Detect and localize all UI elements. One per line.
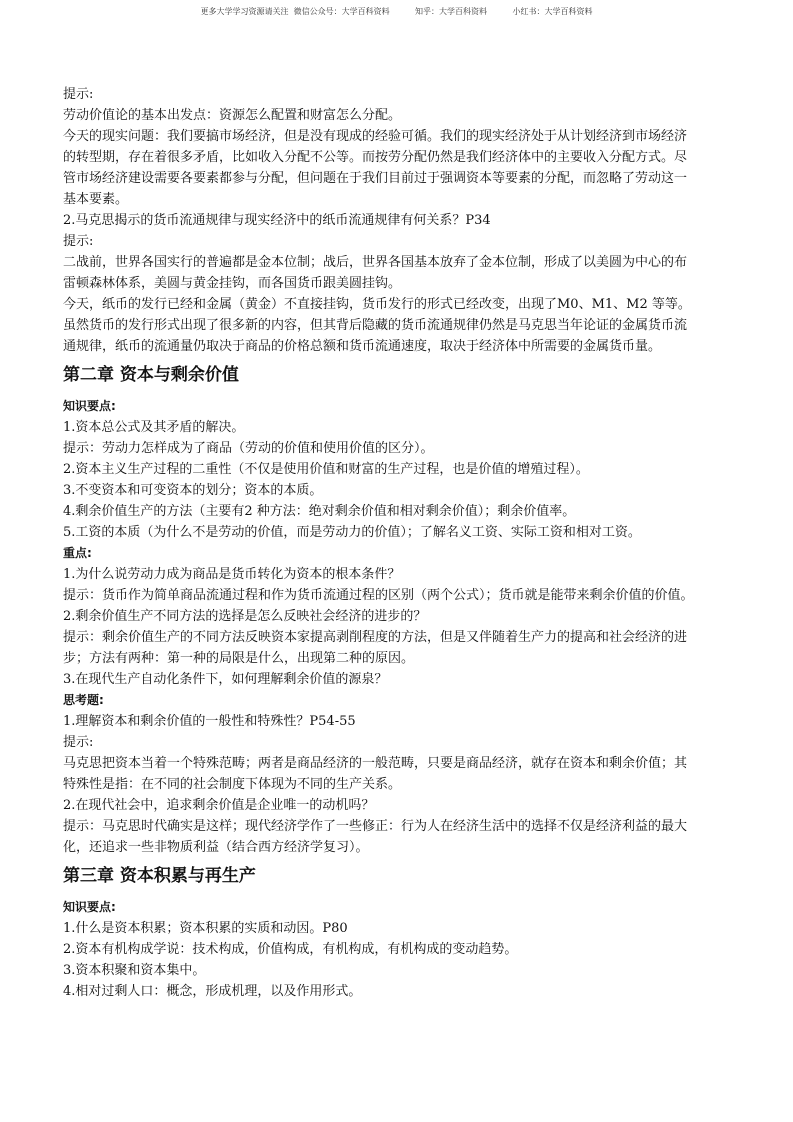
list-item: 1.资本总公式及其矛盾的解决。 [63, 420, 245, 435]
paragraph-line: 通规律，纸币的流通量仍取决于商品的价格总额和货币流通速度，取决于经济体中所需要的金属货币量。 [63, 339, 662, 354]
list-item: 1.为什么说劳动力成为商品是货币转化为资本的根本条件？ [63, 567, 401, 582]
list-item: 提示：马克思时代确实是这样；现代经济学作了一些修正：行为人在经济生活中的选择不仅是经济利益的最大 [63, 819, 688, 834]
list-item: 提示：货币作为简单商品流通过程和作为货币流通过程的区别（两个公式）；货币就是能带来剩余价值的价值。 [63, 588, 694, 603]
document-body [63, 84, 733, 1002]
paragraph-line: 雷顿森林体系，美圆与黄金挂钩，而各国货币跟美圆挂钩。 [63, 276, 402, 291]
list-item: 提示：劳动力怎样成为了商品（劳动的价值和使用价值的区分）。 [63, 441, 434, 456]
paragraph-line: 虽然货币的发行形式出现了很多新的内容，但其背后隐藏的货币流通规律仍然是马克思当年论证的金属货币流 [63, 318, 688, 333]
chapter-3-title: 第三章 资本积累与再生产 [63, 866, 256, 886]
list-item: 提示：剩余价值生产的不同方法反映资本家提高剥削程度的方法，但是又伴随着生产力的提高和社会经济的进 [63, 630, 688, 645]
paragraph-line: 提示: [63, 234, 94, 249]
list-item: 化，还追求一些非物质利益（结合西方经济学复习）。 [63, 840, 369, 855]
list-item: 5.工资的本质（为什么不是劳动的价值，而是劳动力的价值）；了解名义工资、实际工资和相对工资。 [63, 525, 641, 540]
list-item: 3.资本积聚和资本集中。 [63, 963, 206, 978]
list-item: 马克思把资本当着一个特殊范畴；两者是商品经济的一般范畴，只要是商品经济，就存在资本和剩余价值；其 [63, 756, 688, 771]
paragraph-line: 二战前，世界各国实行的普遍都是金本位制；战后，世界各国基本放弃了金本位制，形成了以美圆为中心的布 [63, 255, 688, 270]
paragraph-line: 今天，纸币的发行已经和金属（黄金）不直接挂钩，货币发行的形式已经改变，出现了M0、M1、M2 等等。 [63, 297, 691, 312]
list-item: 2.资本主义生产过程的二重性（不仅是使用价值和财富的生产过程，也是价值的增殖过程）。 [63, 462, 589, 477]
paragraph-line: 的转型期，存在着很多矛盾，比如收入分配不公等。而按劳分配仍然是我们经济体中的主要收入分配方式。尽 [63, 150, 688, 165]
chapter-2-title: 第二章 资本与剩余价值 [63, 365, 239, 385]
thinking-questions-heading: 思考题: [63, 693, 104, 707]
paragraph-line: 今天的现实问题：我们要搞市场经济，但是没有现成的经验可循。我们的现实经济处于从计划经济到市场经济 [63, 129, 688, 144]
list-item: 4.剩余价值生产的方法（主要有2 种方法：绝对剩余价值和相对剩余价值）；剩余价值率。 [63, 504, 576, 519]
chapter-3-body [63, 897, 733, 1002]
list-item: 特殊性是指：在不同的社会制度下体现为不同的生产关系。 [63, 777, 402, 792]
question-line: 2.马克思揭示的货币流通规律与现实经济中的纸币流通规律有何关系？P34 [63, 213, 491, 228]
paragraph-line: 提示: [63, 87, 94, 102]
page-header: 更多大学学习资源请关注 微信公众号：大学百科资料 知乎：大学百科资料 小红书：大学百科资料 [200, 7, 593, 16]
list-item: 1.什么是资本积累；资本积累的实质和动因。P80 [63, 921, 348, 936]
list-item: 2.资本有机构成学说：技术构成，价值构成，有机构成，有机构成的变动趋势。 [63, 942, 518, 957]
paragraph-line: 劳动价值论的基本出发点：资源怎么配置和财富怎么分配。 [63, 108, 402, 123]
paragraph-line: 管市场经济建设需要各要素都参与分配，但问题在于我们目前过于强调资本等要素的分配，而忽略了劳动这一 [63, 171, 688, 186]
knowledge-heading: 知识要点: [63, 399, 116, 413]
key-points-heading: 重点: [63, 546, 92, 560]
list-item: 3.不变资本和可变资本的划分；资本的本质。 [63, 483, 323, 498]
list-item: 2.在现代社会中，追求剩余价值是企业唯一的动机吗？ [63, 798, 375, 813]
list-item: 4.相对过剩人口：概念，形成机理，以及作用形式。 [63, 984, 362, 999]
intro-block [63, 84, 733, 357]
paragraph-line: 基本要素。 [63, 192, 129, 207]
chapter-2-body [63, 396, 733, 858]
list-item: 提示: [63, 735, 94, 750]
list-item: 3.在现代生产自动化条件下，如何理解剩余价值的源泉？ [63, 672, 388, 687]
knowledge-heading: 知识要点: [63, 900, 116, 914]
list-item: 2.剩余价值生产不同方法的选择是怎么反映社会经济的进步的？ [63, 609, 427, 624]
list-item: 1.理解资本和剩余价值的一般性和特殊性？P54-55 [63, 714, 356, 729]
list-item: 步；方法有两种：第一种的局限是什么，出现第二种的原因。 [63, 651, 415, 666]
